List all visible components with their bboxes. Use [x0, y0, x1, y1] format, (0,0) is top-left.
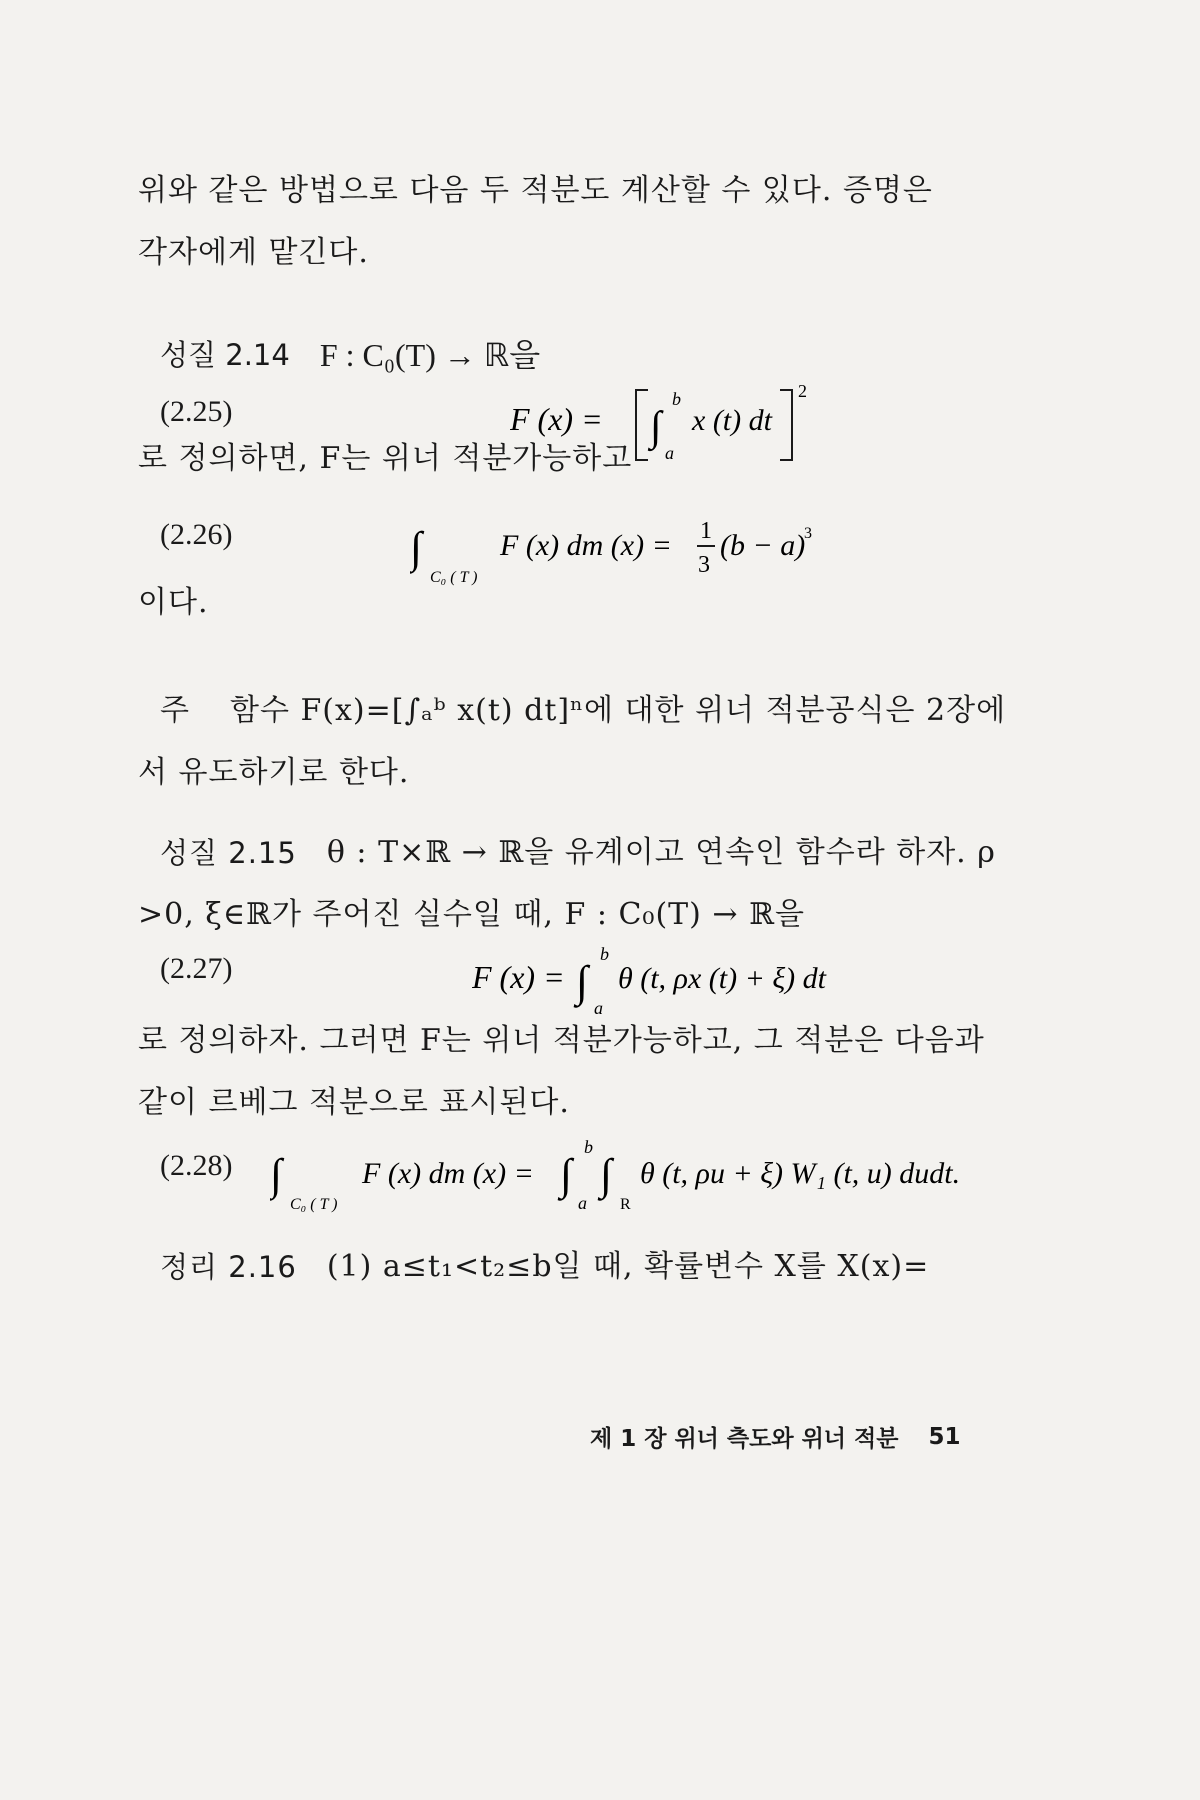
integrand: x (t) dt	[692, 404, 772, 437]
reals-subscript: R	[620, 1196, 631, 1213]
property-2-14-after: 로 정의하면, F는 위너 적분가능하고	[138, 441, 633, 476]
property-2-15-line-1	[138, 822, 1058, 884]
fraction-denominator: 3	[698, 552, 710, 578]
exponent: 2	[798, 381, 807, 401]
intro-line-1: 위와 같은 방법으로 다음 두 적분도 계산할 수 있다. 증명은	[138, 173, 933, 208]
upper-limit: b	[584, 1137, 593, 1157]
property-2-14-label: 성질 2.14	[160, 337, 290, 372]
power-term: (b − a)	[720, 529, 806, 562]
integral-sign: ∫	[410, 523, 423, 572]
integrand: F (x) dm (x) =	[500, 529, 672, 562]
lower-limit: a	[594, 998, 603, 1018]
domain-subscript: C₀ ( T )	[290, 1196, 338, 1213]
equation-number: (2.25)	[160, 395, 233, 428]
property-2-15-after-line-1: 로 정의하자. 그러면 F는 위너 적분가능하고, 그 적분은 다음과	[138, 1023, 985, 1058]
equation-number: (2.28)	[160, 1149, 233, 1182]
property-2-15-text: θ : T×ℝ → ℝ을 유계이고 연속인 함수라 하자. ρ	[326, 835, 996, 870]
integral-sign: ∫	[650, 404, 662, 450]
intro-line-2: 각자에게 맡긴다.	[138, 235, 369, 270]
integral-sign: ∫	[270, 1150, 283, 1199]
equation-2-27	[160, 930, 1060, 1020]
integral-sign: ∫	[576, 957, 589, 1006]
integral-sign-2: ∫	[560, 1150, 573, 1199]
equation-2-28-formula	[270, 1125, 1060, 1220]
domain-subscript: C₀ ( T )	[430, 569, 478, 586]
chapter-title: 제 1 장 위너 측도와 위너 적분	[590, 1426, 899, 1452]
property-2-15-line-2: >0, ξ∈ℝ가 주어진 실수일 때, F : C₀(T) → ℝ을	[138, 897, 805, 932]
note-text: 함수 F(x)=[∫ₐᵇ x(t) dt]ⁿ에 대한 위너 적분공식은 2장에	[229, 693, 1007, 728]
rhs-integrand: θ (t, ρu + ξ) W₁ (t, u) dudt.	[640, 1157, 961, 1190]
note-line-2: 서 유도하기로 한다.	[138, 755, 410, 790]
property-2-14-end: 이다.	[138, 585, 209, 620]
eq-lhs: F (x) =	[472, 959, 565, 995]
equation-number: (2.26)	[160, 518, 233, 551]
exponent: 3	[804, 525, 812, 542]
fraction-numerator: 1	[700, 518, 712, 544]
note-line-1	[138, 680, 1058, 742]
intro-paragraph	[138, 160, 1058, 284]
theorem-2-16-label: 정리 2.16	[160, 1250, 297, 1284]
theorem-2-16-text: (1) a≤t₁<t₂≤b일 때, 확률변수 X를 X(x)=	[326, 1249, 930, 1284]
property-2-15-after-line-2: 같이 르베그 적분으로 표시된다.	[138, 1085, 570, 1120]
eq-lhs: F (x) =	[510, 401, 603, 437]
upper-limit: b	[672, 389, 681, 409]
lhs-integrand: F (x) dm (x) =	[362, 1157, 534, 1190]
lower-limit: a	[665, 443, 674, 463]
property-2-14-statement: F : C₀(T) → ℝ을	[319, 337, 541, 373]
page-number: 51	[928, 1423, 961, 1450]
equation-number: (2.27)	[160, 952, 233, 985]
property-2-14-header	[160, 330, 540, 376]
theorem-2-16	[160, 1236, 929, 1298]
property-2-15-after	[138, 1010, 1058, 1134]
page-footer	[590, 1420, 960, 1453]
lower-limit: a	[578, 1193, 587, 1213]
note-prefix: 주	[160, 693, 190, 728]
upper-limit: b	[600, 944, 609, 964]
equation-2-28	[160, 1125, 1060, 1215]
integral-sign-3: ∫	[600, 1150, 613, 1199]
property-2-15-label: 성질 2.15	[160, 836, 297, 870]
property-2-15-paragraph	[138, 822, 1058, 946]
integrand: θ (t, ρx (t) + ξ) dt	[618, 962, 827, 995]
note-paragraph	[138, 680, 1058, 804]
